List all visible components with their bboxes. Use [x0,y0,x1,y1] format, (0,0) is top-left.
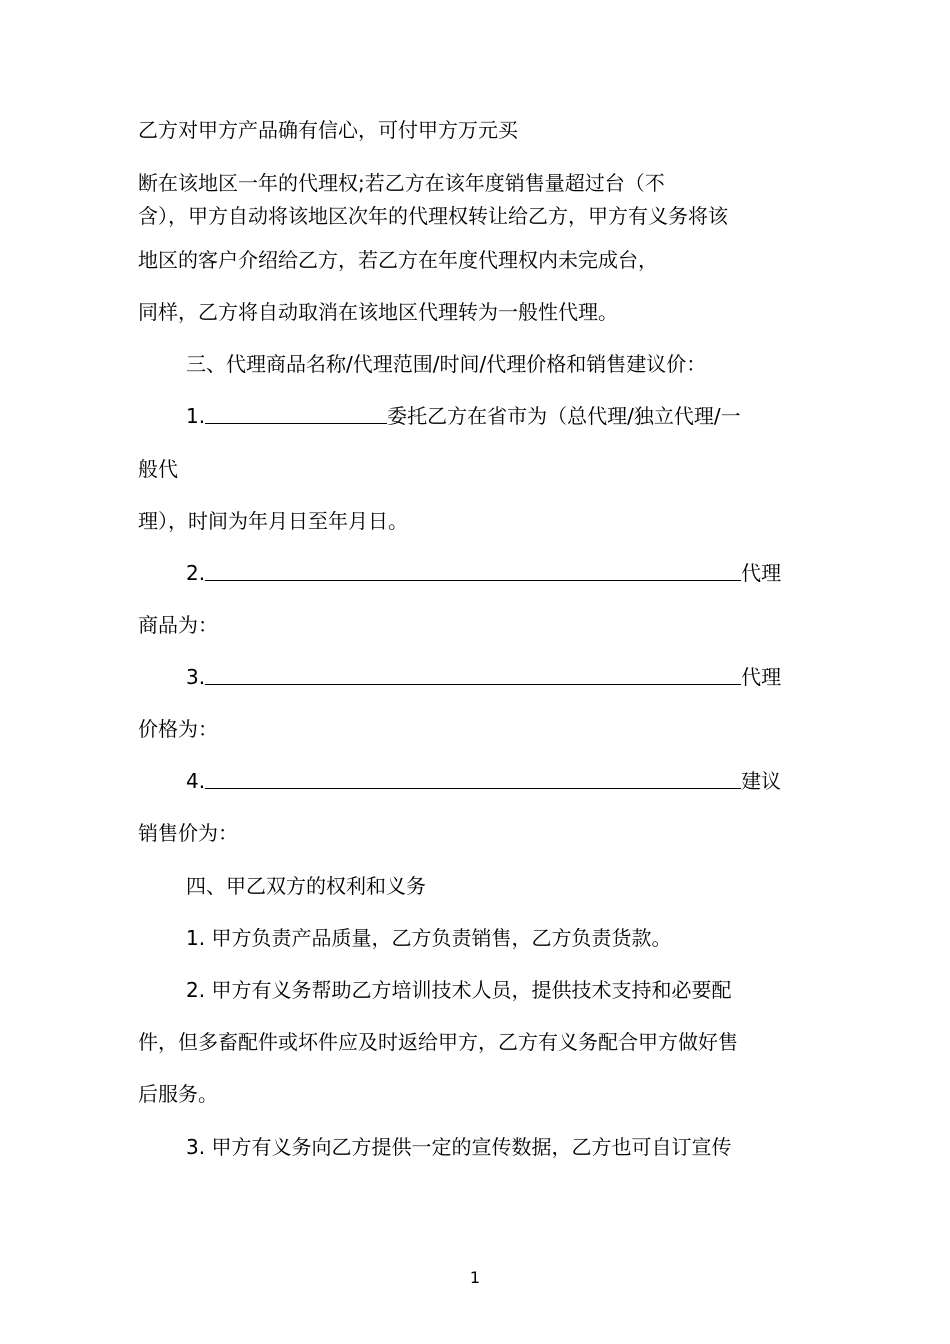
paragraph-line: 2. 甲方有义务帮助乙方培训技术人员，提供技术支持和必要配 [186,978,732,1002]
paragraph-line: 商品为： [138,613,218,637]
paragraph-line: 地区的客户介绍给乙方，若乙方在年度代理权内未完成台， [138,248,658,272]
section-heading: 四、甲乙双方的权利和义务 [186,874,426,898]
clause-number: 3. [186,665,206,689]
blank-underline [205,664,741,685]
paragraph-line: 1. 甲方负责产品质量，乙方负责销售，乙方负责货款。 [186,926,672,950]
clause-text: 建议 [741,769,782,793]
blank-underline [205,768,741,789]
blank-underline [205,560,741,581]
paragraph-line: 3. 甲方有义务向乙方提供一定的宣传数据，乙方也可自订宣传 [186,1135,732,1159]
page-number: 1 [469,1268,481,1287]
paragraph-line: 件，但多畜配件或坏件应及时返给甲方，乙方有义务配合甲方做好售 [138,1030,738,1054]
clause-number: 1. [186,404,206,428]
paragraph-line: 乙方对甲方产品确有信心，可付甲方万元买 [138,118,518,142]
clause-text: 委托乙方在省市为（总代理/独立代理/一 [387,404,741,428]
clause-number: 4. [186,769,206,793]
paragraph-line: 含），甲方自动将该地区次年的代理权转让给乙方，甲方有义务将该 [138,204,728,228]
blank-underline [205,403,387,424]
paragraph-line: 同样，乙方将自动取消在该地区代理转为一般性代理。 [138,300,618,324]
clause-number: 2. [186,561,206,585]
paragraph-line: 后服务。 [138,1082,218,1106]
clause-line [186,768,781,794]
section-heading: 三、代理商品名称/代理范围/时间/代理价格和销售建议价： [186,352,707,376]
clause-line [186,664,781,690]
paragraph-line: 断在该地区一年的代理权;若乙方在该年度销售量超过台（不 [138,171,665,195]
paragraph-line: 价格为： [138,717,218,741]
clause-text: 代理 [741,665,782,689]
clause-line [186,560,781,586]
clause-text: 代理 [741,561,782,585]
paragraph-line: 般代 [138,457,178,481]
paragraph-line: 销售价为： [138,821,238,845]
paragraph-line: 理），时间为年月日至年月日。 [138,509,408,533]
clause-line [186,403,741,429]
